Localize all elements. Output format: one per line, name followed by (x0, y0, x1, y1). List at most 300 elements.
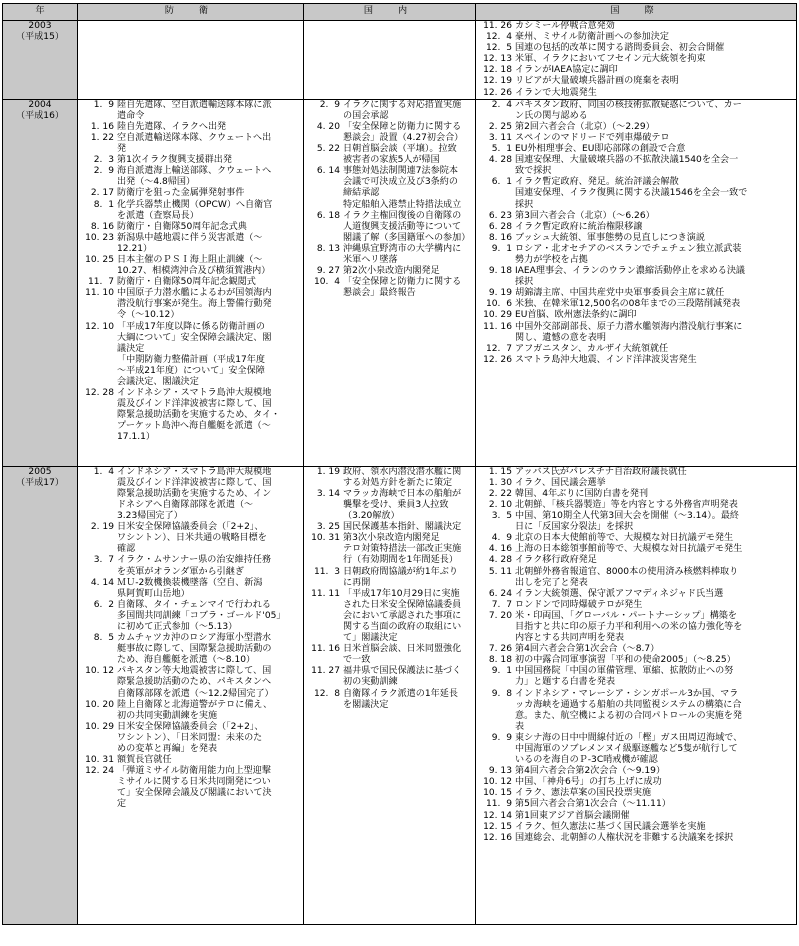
entry-line: イラク暫定政府に統治権限移譲 (515, 221, 643, 232)
year-cell (3, 21, 78, 100)
entry-line: 中国原子力潜水艦によるわが国領海内 (117, 288, 272, 299)
entry (476, 611, 796, 644)
international-cell (476, 21, 797, 100)
entry-text (343, 689, 475, 711)
entry (476, 177, 796, 210)
entry-date: 11. 11 (311, 588, 340, 599)
entry-line: 表 (515, 721, 525, 732)
entry-date: 9. 18 (488, 266, 512, 277)
entry-line: 北朝鮮、「核兵器製造」等を内容とする外務省声明発表 (515, 499, 738, 510)
entry (476, 478, 796, 489)
entry-text (515, 244, 796, 266)
year-row-2003 (3, 21, 797, 100)
entry-line: めの変革と再編」を発表 (117, 744, 218, 754)
entry-line: 3.23帰国完了） (117, 511, 183, 522)
entry-text (117, 722, 303, 755)
entry-text (117, 255, 303, 277)
entry-line: 防衛庁・自衛隊50周年記念観閲式 (117, 277, 256, 288)
entry (476, 467, 796, 478)
entry-date: 12. 4 (485, 32, 512, 43)
entry (476, 600, 796, 611)
entry-date: 11. 26 (483, 21, 512, 31)
entry-text (515, 589, 796, 600)
entry-date: 8. 16 (488, 232, 512, 243)
entry-line: 定 (117, 799, 127, 810)
entry-line: ＭＵ-2数機換装機墜落（空自、新潟 (117, 577, 263, 588)
entry-text (515, 21, 796, 32)
entry-text (343, 567, 475, 589)
entry (78, 200, 303, 222)
entry-text (343, 166, 475, 210)
entry-line: 防衛庁を狙った金属弾発射事件 (117, 188, 245, 199)
entry (304, 666, 475, 688)
entry (78, 222, 303, 233)
domestic-cell (304, 466, 476, 924)
entry-line: イラク、憲法草案の国民投票実施 (515, 788, 652, 799)
entry-line: 新潟県中越地震に伴う災害派遣（～ (117, 232, 263, 243)
entry (476, 822, 796, 833)
year-label: 2004 (28, 99, 52, 110)
entry-date: 2. 10 (488, 499, 512, 510)
entry-line: マラッカ海峡で日本の船舶が (343, 488, 462, 499)
entry-text (515, 611, 796, 644)
entry-date: 9. 9 (491, 732, 512, 743)
entry (476, 21, 796, 32)
entry (304, 211, 475, 244)
entry-date: 10. 25 (85, 254, 114, 265)
entry-text (515, 100, 796, 122)
entry-text (343, 522, 475, 533)
entry-text (343, 467, 475, 489)
entry-date: 3. 5 (491, 511, 512, 522)
entry-text (117, 188, 303, 199)
entry-text (515, 489, 796, 500)
entry-text (515, 689, 796, 733)
entry-date: 7. 7 (491, 599, 512, 610)
entry (476, 544, 796, 555)
entry (78, 100, 303, 122)
entry (476, 533, 796, 544)
entry-line: 多国間共同訓練「コブラ・ゴールド'05」 (117, 610, 286, 621)
entry-line: 行（有効期間を1年間延長） (343, 555, 458, 566)
entry-line: て」安全保障会議及び閣議において決 (117, 788, 272, 799)
entry-date: 8. 1 (93, 199, 114, 210)
entry-line: 遣命令 (117, 110, 145, 121)
entry-line: 米独、在韓米軍12,500名の08年までの三段階削減発表 (515, 299, 741, 310)
entry-line: 発 (117, 144, 127, 155)
entry (476, 244, 796, 266)
entry-line: 陸自先遣隊、イラクへ出発 (117, 121, 227, 132)
entry-line: 力」と題する白書を発表 (515, 677, 616, 688)
entry-text (117, 200, 303, 222)
entry-line: 国連総会、北朝鮮の人権状況を非難する決議案を採択 (515, 832, 734, 843)
entry-line: 「弾道ミサイル防衛用能力向上型迎撃 (117, 766, 271, 777)
entry-text (515, 733, 796, 766)
entry-text (117, 166, 303, 188)
entry-line: 会において承認された事項に (343, 610, 462, 621)
entry-date: 2. 3 (93, 155, 114, 166)
entry-text (343, 211, 475, 244)
entry-text (515, 478, 796, 489)
entry-text (117, 277, 303, 288)
entry (476, 65, 796, 76)
entry-date: 2. 9 (93, 166, 114, 177)
entry (476, 733, 796, 766)
entry (78, 233, 303, 255)
entry-text (515, 655, 796, 666)
entry-date: 3. 25 (316, 522, 340, 533)
entry (78, 522, 303, 555)
entry-text (515, 32, 796, 43)
entry-date: 1. 9 (93, 99, 114, 110)
entry (476, 54, 796, 65)
entry-date: 3. 7 (93, 555, 114, 566)
entry-line: 政府、領水内潜没潜水艦に関 (343, 466, 462, 477)
entry-date: 12. 18 (483, 65, 512, 76)
entry-date: 12. 19 (483, 76, 512, 87)
entry-text (117, 133, 303, 155)
header-domestic: 国 内 (304, 4, 476, 21)
entry-line: する対処方針を新たに策定 (343, 477, 453, 488)
entry-line: ワシントン）、「日米同盟：未来のた (117, 732, 263, 743)
entry-text (117, 578, 303, 600)
entry (476, 799, 796, 810)
year-label: 2003 (28, 21, 52, 31)
entry (476, 310, 796, 321)
entry-line: 事態対処法制関連7法参院本 (343, 166, 458, 177)
entry-line: 第4回六者会合第2次会合（～9.19） (515, 766, 666, 777)
defense-cell (78, 21, 304, 100)
entry-date: 2. 9 (319, 99, 340, 110)
entry-date: 11. 10 (85, 288, 114, 299)
entry (476, 655, 796, 666)
entry-date: 5. 22 (316, 144, 340, 155)
entry-line: 額賀長官就任 (117, 755, 172, 766)
entry-date: 6. 24 (488, 588, 512, 599)
entry-date: 12. 26 (483, 87, 512, 98)
entry-line: EU首脳、欧州憲法条約に調印 (515, 310, 637, 321)
entry-date: 10. 29 (483, 310, 512, 321)
entry-line: 10.27、相模湾沖合及び横須賀港内） (117, 266, 271, 277)
entry-text (117, 522, 303, 555)
entry (476, 211, 796, 222)
entry-line: 潜没航行事案が発生。海上警備行動発 (117, 299, 272, 310)
entry-text (515, 766, 796, 777)
entry-line: 日本主催のＰＳＩ海上阻止訓練（～ (117, 254, 263, 265)
entry (78, 166, 303, 188)
entry (476, 489, 796, 500)
entry-date: 9. 1 (491, 666, 512, 677)
entry-date: 10. 31 (311, 533, 340, 544)
entry-text (515, 88, 796, 99)
entry-line: 懇談会」設置（4.27初会合） (343, 132, 464, 143)
entry-line: 初の実動訓練 (343, 677, 398, 688)
entry-date: 11. 3 (313, 566, 340, 577)
entry-text (515, 65, 796, 76)
entry (78, 755, 303, 766)
year-row-2005 (3, 466, 797, 924)
entry-date: 2. 4 (491, 99, 512, 110)
entry-date: 2. 19 (90, 522, 114, 533)
entry-date: 12. 28 (85, 388, 114, 399)
entry-line: 艇事故に際して、国際緊急援助活動の (117, 644, 272, 655)
entry-date: 9. 27 (316, 266, 340, 277)
entry-line: ドネシアへ自衛隊部隊を派遣（～ (117, 499, 254, 510)
entry-line: イラク暫定政府、発足。統治評議会解散 (515, 177, 679, 188)
entry-line: 「中期防衛力整備計画（平成17年度 (117, 354, 265, 365)
entry-line: 上海の日本総領事館前等で、大規模な対日抗議デモ発生 (515, 544, 743, 555)
entry-date: 12. 24 (85, 766, 114, 777)
entry-line: 「安全保障と防衛力に関する (343, 277, 462, 288)
entry-text (515, 666, 796, 688)
entry-line: に再開 (343, 577, 371, 588)
entry-date: 9. 1 (491, 243, 512, 254)
entry-line: 胡錦濤主席、中国共産党中央軍事委員会主席に就任 (515, 288, 725, 299)
entry (78, 555, 303, 577)
entry-text (117, 600, 303, 633)
entry (476, 666, 796, 688)
entry-text (515, 822, 796, 833)
entry-line: IAEA理事会、イランのウラン濃縮活動停止を求める決議 (515, 266, 746, 277)
entry-text (515, 266, 796, 288)
entry-date: 10. 6 (485, 299, 512, 310)
entry-line: 「平成17年10月29日に実施 (343, 588, 460, 599)
entry-line: の国会承認 (343, 110, 389, 121)
entry-line: 採択 (515, 199, 534, 210)
entry-line: 出発（～4.8帰国） (117, 177, 196, 188)
entry-line: （3.20解放） (343, 511, 400, 522)
entry (304, 467, 475, 489)
entry-line: 福井県で国民保護法に基づく (343, 666, 462, 677)
entry (476, 766, 796, 777)
entry-line: 空自派遣輸送隊本隊、クウェートへ出 (117, 132, 272, 143)
entry-date: 11. 9 (485, 799, 512, 810)
entry-line: 北朝鮮外務省報道官、8000本の使用済み核燃料棒取り (515, 566, 739, 577)
era-label: （平成16） (16, 110, 64, 121)
entry-text (343, 489, 475, 522)
entry-line: 際緊急援助活動を実施するため、タイ・ (117, 410, 281, 421)
entry-text (117, 233, 303, 255)
entry-date: 1. 30 (488, 477, 512, 488)
entry-date: 7. 20 (488, 610, 512, 621)
entry-line: イラク・ムサンナー県の治安維持任務 (117, 555, 271, 566)
entry (78, 388, 303, 443)
entry-line: で一致 (343, 655, 371, 666)
entry (476, 299, 796, 310)
entry-line: イラク主権回復後の自衛隊の (343, 210, 462, 221)
entry-text (117, 766, 303, 810)
entry-line: 第2次小泉改造内閣発足 (343, 266, 440, 277)
entry-text (343, 266, 475, 277)
entry (78, 277, 303, 288)
entry-line: 国連安保理、大量破壊兵器の不拡散決議1540を全会一 (515, 155, 739, 166)
entry-line: リビアが大量破壊兵器計画の廃棄を表明 (515, 76, 679, 87)
entry-date: 9. 13 (488, 766, 512, 777)
entry-date: 8. 13 (316, 243, 340, 254)
entry-date: 2. 25 (488, 121, 512, 132)
entry-line: 中国、第10期全人代第3回大会を開催（～3.14）。最終 (515, 511, 740, 522)
entry-line: された日米安全保障協議委員 (343, 599, 462, 610)
entry (304, 644, 475, 666)
entry (78, 288, 303, 321)
entry-date: 10. 29 (85, 721, 114, 732)
entry (78, 600, 303, 633)
entry (304, 144, 475, 166)
entry-line: 初の中露合同軍事演習「平和の使命2005」（～8.25） (515, 655, 736, 666)
entry (304, 589, 475, 644)
entry-date: 5. 1 (491, 144, 512, 155)
entry (476, 567, 796, 589)
entry-text (515, 567, 796, 589)
entry-text (515, 288, 796, 299)
entry (78, 467, 303, 522)
entry-date: 12. 10 (85, 321, 114, 332)
header-row (3, 4, 797, 21)
entry-text (343, 644, 475, 666)
entry-text (343, 244, 475, 266)
entry-date: 11. 16 (311, 644, 340, 655)
entry-line: を英軍がオランダ軍から引継ぎ (117, 566, 244, 577)
entry (476, 266, 796, 288)
entry-date: 3. 14 (316, 488, 340, 499)
entry-line: 自衛隊、タイ・チェンマイで行われる (117, 599, 271, 610)
entry-text (515, 211, 796, 222)
entry-line: 勢力が学校を占拠 (515, 254, 588, 265)
entry-date: 7. 26 (488, 644, 512, 655)
entry-date: 12. 16 (483, 832, 512, 843)
entry-text (343, 589, 475, 644)
entry-text (515, 299, 796, 310)
entry (304, 277, 475, 299)
year-cell (3, 99, 78, 466)
entry-date: 10. 4 (313, 277, 340, 288)
entry-line: ため、海自艦艇を派遣（～8.10） (117, 655, 256, 666)
entry-line: スマトラ島沖大地震、インド洋津波災害発生 (515, 354, 697, 365)
entry-line: て」閣議決定 (343, 633, 398, 644)
entry-text (515, 544, 796, 555)
entry-line: 北京の日本大使館前等で、大規模な対日抗議デモ発生 (515, 533, 734, 544)
entry-line: 「安全保障と防衛力に関する (343, 121, 462, 132)
entry-date: 1. 4 (93, 466, 114, 477)
entry-line: 閣議了解（多国籍軍への参加） (343, 232, 471, 243)
entry-date: 12. 7 (485, 343, 512, 354)
entry-line: 襲撃を受け、乗員3人拉致 (343, 499, 449, 510)
entry-line: 防衛庁・自衛隊50周年記念式典 (117, 221, 247, 232)
entry-line: 令（～10.12） (117, 310, 180, 321)
entry-date: 10. 31 (85, 755, 114, 766)
entry-text (515, 122, 796, 133)
entry-line: いるのを海自のＰ-3C哨戒機が確認 (515, 755, 658, 766)
entry-text (343, 122, 475, 144)
entry-line: 確認 (117, 544, 136, 555)
entry-line: 第1回東アジア首脳会議開催 (515, 810, 630, 821)
entry-text (343, 666, 475, 688)
entry-line: 被害者の家族5人が帰国 (343, 155, 440, 166)
entry-date: 4. 16 (488, 544, 512, 555)
entry-line: 日朝首脳会談（平壌）。拉致 (343, 144, 457, 155)
entry-date: 12. 8 (313, 688, 340, 699)
defense-cell (78, 99, 304, 466)
entry-text (117, 666, 303, 699)
entry-line: 東シナ海の日中中間線付近の「樫」ガス田周辺海域で、 (515, 732, 743, 743)
entry-line: イランで大地震発生 (515, 87, 597, 98)
entry-line: インドネシア・スマトラ島沖大規模地 (117, 388, 272, 399)
entry-text (515, 233, 796, 244)
entry (476, 322, 796, 344)
entry (78, 666, 303, 699)
entry-line: ン氏の関与認める (515, 110, 588, 121)
entry-date: 12. 26 (483, 354, 512, 365)
entry-date: 1. 15 (488, 466, 512, 477)
entry-text (117, 467, 303, 522)
entry-line: イランがIAEA協定に調印 (515, 65, 618, 76)
entry (304, 266, 475, 277)
entry-date: 6. 14 (316, 166, 340, 177)
entry-line: インドネシア・スマトラ島沖大規模地 (117, 466, 272, 477)
header-defense: 防 衛 (78, 4, 304, 21)
entry-line: 初の共同実動訓練を実施 (117, 710, 218, 721)
entry-line: ミサイルに関する日米共同開発につい (117, 777, 271, 788)
entry-text (515, 155, 796, 177)
entry-line: ロシア・北オセチアのベスランでチェチェン独立派武装 (515, 243, 742, 254)
entry-line: イラク、国民議会選挙 (515, 477, 606, 488)
entry (476, 43, 796, 54)
entry (78, 122, 303, 133)
entry-date: 8. 5 (93, 633, 114, 644)
entry (78, 578, 303, 600)
entry (304, 522, 475, 533)
entry-text (515, 644, 796, 655)
entry-text (515, 511, 796, 533)
entry-line: 陸上自衛隊と北海道警がテロに備え、 (117, 699, 273, 710)
entry-line: 中国、「神舟6号」の打ち上げに成功 (515, 777, 662, 788)
entry-date: 10. 20 (85, 699, 114, 710)
entry-line: 「平成17年度以降に係る防衛計画の (117, 321, 265, 332)
entry-line: 海自派遣海上輸送部隊、クウェートへ (117, 166, 272, 177)
entry-text (117, 388, 303, 443)
entry-text (515, 54, 796, 65)
chronology-table (2, 3, 797, 925)
entry-line: 第2回六者会合（北京）（～2.29） (515, 121, 655, 132)
entry-date: 11. 7 (87, 277, 114, 288)
defense-cell (78, 466, 304, 924)
entry-line: 12.21） (117, 243, 153, 254)
entry (476, 233, 796, 244)
entry (78, 133, 303, 155)
entry-line: 締結承認 (343, 188, 380, 199)
entry-text (515, 467, 796, 478)
entry (476, 589, 796, 600)
entry-line: 会議で可決成立及び3条約の (343, 177, 458, 188)
entry-date: 6. 1 (491, 177, 512, 188)
entry-line: 国連の包括的改革に関する諮問委員会、初会合開催 (515, 43, 725, 54)
entry-line: 米・印両国、「グローバル・パートナーシップ」構築を (515, 610, 737, 621)
entry-date: 4. 14 (90, 577, 114, 588)
entry-text (515, 355, 796, 366)
entry-line: 県阿賀町山岳地） (117, 588, 190, 599)
year-row-2004 (3, 99, 797, 466)
entry (304, 567, 475, 589)
entry (476, 133, 796, 144)
entry (78, 255, 303, 277)
entry-line: 懇談会」最終報告 (343, 288, 416, 299)
domestic-cell (304, 21, 476, 100)
entry-line: アフガニスタン、カルザイ大統領就任 (515, 343, 669, 354)
entry-text (117, 555, 303, 577)
entry-line: ワシントン）、日米共通の戦略目標を (117, 533, 267, 544)
year-cell (3, 466, 78, 924)
entry-date: 11. 16 (483, 321, 512, 332)
